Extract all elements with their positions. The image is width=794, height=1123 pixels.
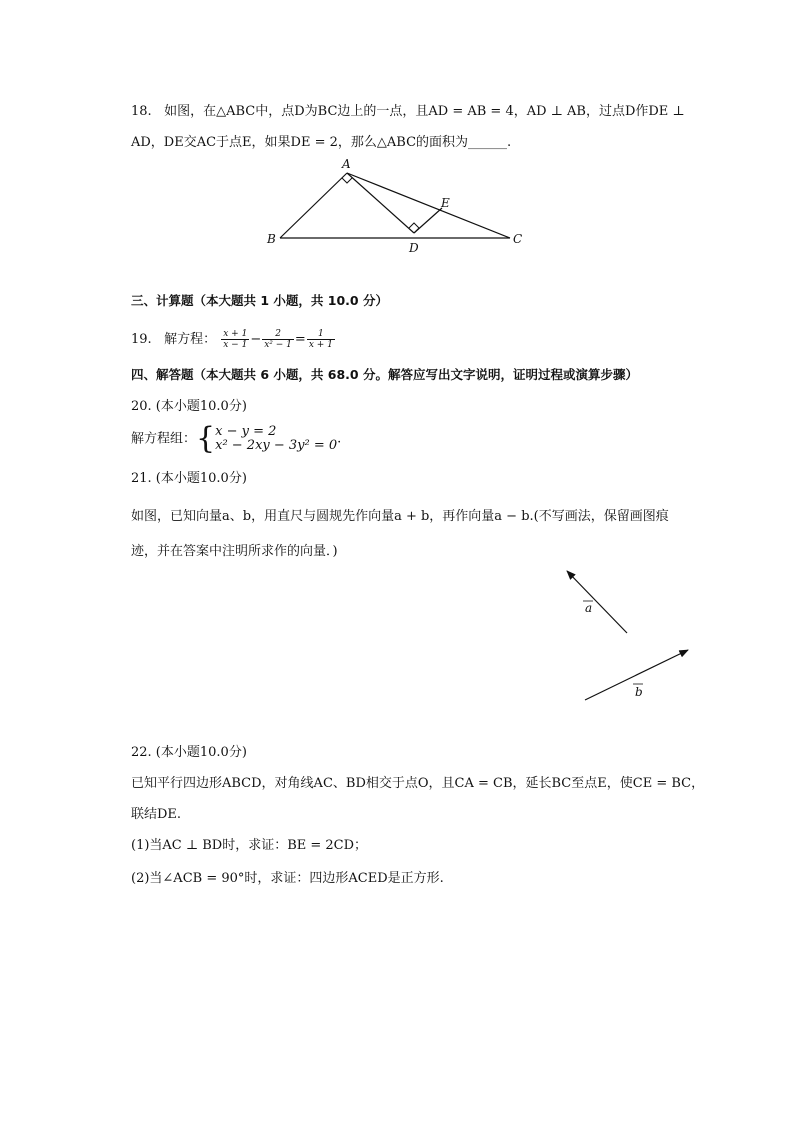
q20-suffix: . — [337, 431, 342, 447]
segment-ab — [280, 173, 347, 238]
vector-a-arrow — [567, 571, 627, 633]
segment-ad — [347, 173, 414, 233]
right-angle-mark-d — [409, 223, 419, 233]
q19-fraction-3: $\frac{1}{x + 1}$ — [308, 329, 333, 350]
vector-b-label: b — [635, 685, 643, 699]
q19-number: 19. — [131, 332, 152, 347]
q19-fraction-2: $\frac{2}{\text{x² − 1}}$ — [264, 329, 292, 350]
q21-line2: 迹，并在答案中注明所求作的向量．) — [131, 544, 338, 559]
section3-title: 三、计算题（本大题共 1 小题，共 10.0 分） — [131, 293, 388, 308]
q22-header: 22. (本小题10.0分) — [131, 745, 247, 760]
right-angle-mark-a — [342, 178, 352, 183]
q21-vector-figure — [555, 565, 700, 710]
q20-prefix: 解方程组： — [131, 431, 197, 447]
q19-equals: = — [294, 332, 306, 347]
q22-line2: 联结DE. — [131, 807, 182, 822]
q18-triangle-figure — [262, 155, 542, 255]
q22-line1: 已知平行四边形ABCD，对角线AC、BD相交于点O，且CA = CB，延长BC至点E，使CE = BC， — [131, 776, 705, 791]
q19-minus: − — [250, 332, 262, 347]
q22-part2: (2)当∠ACB = 90°时，求证：四边形ACED是正方形. — [131, 871, 444, 886]
label-b: B — [267, 232, 276, 246]
label-e: E — [441, 196, 450, 210]
label-d: D — [409, 241, 419, 255]
brace-icon: { — [196, 421, 216, 456]
q21-line1: 如图，已知向量a、b，用直尺与圆规先作向量a + b，再作向量a − b.(不写画法，保留画图痕 — [131, 509, 669, 524]
q19-prefix: 解方程： — [164, 332, 217, 347]
q22-part1: (1)当AC ⊥ BD时，求证：BE = 2CD； — [131, 838, 368, 853]
label-a: A — [342, 157, 351, 171]
q18-number: 18. — [131, 104, 152, 119]
segment-ac — [347, 173, 510, 238]
q19-fraction-1: $\frac{x + 1}{x - 1}$ — [223, 329, 248, 350]
label-c: C — [513, 232, 523, 246]
q18-line2: AD，DE交AC于点E，如果DE = 2，那么△ABC的面积为______. — [131, 135, 512, 150]
q20-equations — [215, 425, 337, 453]
q20-header: 20. (本小题10.0分) — [131, 399, 247, 414]
q20-eq2: x² − 2xy − 3y² = 0 — [215, 438, 338, 453]
q19-line — [131, 328, 336, 352]
q18-text-line1: 如图，在△ABC中，点D为BC边上的一点，且AD = AB = 4，AD ⊥ AB，过点D作DE ⊥ — [164, 104, 685, 119]
vector-a-label: a — [585, 601, 593, 615]
q18-line1 — [131, 103, 685, 121]
section4-title: 四、解答题（本大题共 6 小题，共 68.0 分。解答应写出文字说明，证明过程或演算步骤） — [131, 367, 638, 382]
q20-eq1: x − y = 2 — [215, 424, 277, 439]
q20-system — [131, 421, 342, 456]
q21-header: 21. (本小题10.0分) — [131, 471, 247, 486]
